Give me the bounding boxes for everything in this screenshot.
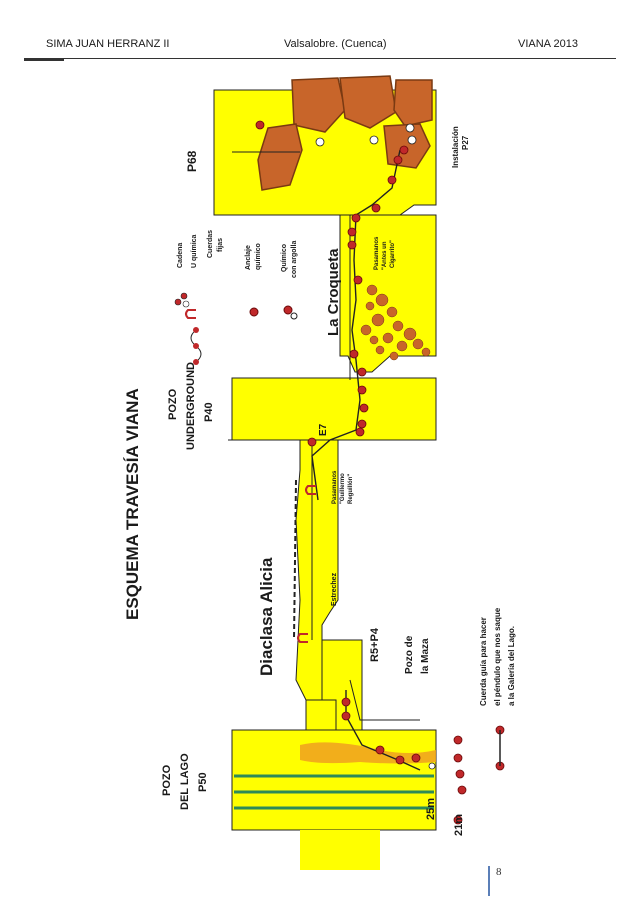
label-cuerda-guia-1: Cuerda guía para hacer: [479, 617, 488, 706]
label-instalacion: Instalación: [451, 126, 460, 168]
label-cuerda-guia-3: a la Galería del Lago.: [507, 625, 516, 706]
label-la-croqueta: La Croqueta: [325, 248, 342, 336]
label-cuerda-guia-2: el péndulo que nos saque: [493, 607, 502, 706]
chamber-underground: [232, 378, 436, 440]
label-pozo-underground-2: UNDERGROUND: [185, 362, 197, 450]
label-pasamanos-cigarrito-2: "Antes un: [382, 241, 388, 270]
label-pasamanos-reguillon-3: Reguillón": [348, 473, 354, 504]
legend-u-quimica: U química: [191, 234, 198, 268]
passage-bottom: [300, 830, 380, 870]
label-instalacion-p27: P27: [461, 135, 470, 150]
legend-cuerdas-2: fijas: [217, 237, 224, 252]
label-pasamanos-cigarrito: Pasamanos: [374, 236, 380, 270]
page-number: 8: [496, 866, 502, 878]
label-diaclasa-alicia: Diaclasa Alicia: [257, 557, 276, 676]
legend-symbols: [175, 293, 297, 365]
header-center: Valsalobre. (Cuenca): [284, 38, 387, 50]
legend-quimico-argolla-1: Químico: [281, 243, 288, 272]
label-pozo-underground-1: POZO: [167, 388, 179, 420]
label-p68: P68: [185, 150, 199, 172]
rock-3: [394, 80, 432, 126]
passage-lago-connect: [306, 700, 336, 730]
label-25m: 25m: [425, 797, 437, 820]
label-pozo-lago-3: P50: [197, 772, 209, 792]
label-pozo-maza-1: Pozo de: [404, 635, 415, 674]
legend-anclaje-2: químico: [255, 243, 262, 270]
label-pasamanos-reguillon-2: "Guillermo: [340, 473, 346, 504]
label-21m: 21m: [453, 813, 465, 836]
label-pozo-maza-2: la Maza: [420, 638, 431, 674]
u-quimica-marks: [186, 310, 316, 642]
header-right: VIANA 2013: [518, 38, 578, 50]
label-r5p4: R5+P4: [369, 628, 381, 662]
label-estrechez: Estrechez: [331, 572, 338, 606]
header-left: SIMA JUAN HERRANZ II: [46, 38, 170, 50]
footer-bar: [488, 866, 490, 896]
label-pasamanos-reguillon: Pasamanos: [332, 470, 338, 504]
label-pozo-underground-3: P40: [203, 402, 215, 422]
label-pozo-lago-1: POZO: [161, 764, 173, 796]
legend-quimico-argolla-2: con argolla: [291, 240, 298, 278]
label-e7: E7: [318, 423, 329, 436]
label-pozo-lago-2: DEL LAGO: [179, 753, 191, 810]
title: ESQUEMA TRAVESÍA VIANA: [123, 388, 142, 620]
legend-cadena: Cadena: [177, 242, 184, 268]
label-pasamanos-cigarrito-3: Cigarrito": [390, 240, 396, 268]
legend-cuerdas-1: Cuerdas: [207, 229, 214, 258]
legend-anclaje-1: Anclaje: [245, 245, 252, 270]
